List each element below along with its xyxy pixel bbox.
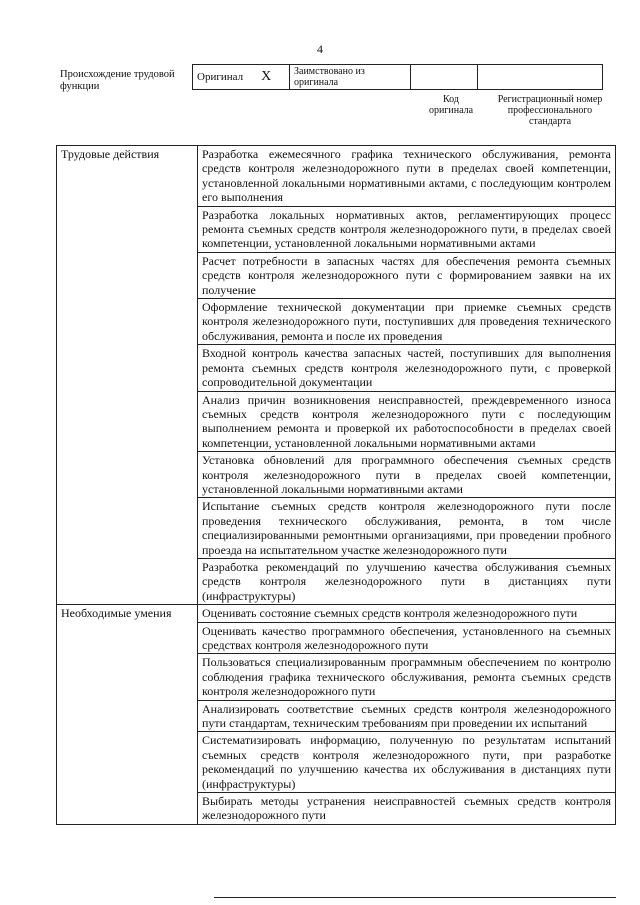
- code-caption: Код оригинала: [428, 94, 474, 116]
- table-row: [57, 605, 616, 622]
- bottom-line: [214, 897, 616, 898]
- list-item: Входной контроль качества запасных частей, поступивших для выполнения ремонта съемных средств контроля железнодорожного пути, с проверкой сопроводительной документации: [198, 345, 616, 391]
- list-item: Расчет потребности в запасных частях для обеспечения ремонта съемных средств контроля железнодорожного пути с формированием заявки на их получение: [198, 252, 616, 298]
- main-table: [56, 145, 616, 825]
- section-title: Необходимые умения: [57, 605, 198, 825]
- list-item: Установка обновлений для программного обеспечения съемных средств контроля железнодорожного пути в пределах своей компетенции, установленной локальными нормативными актами: [198, 452, 616, 498]
- page-number: 4: [317, 42, 323, 56]
- list-item: Систематизировать информацию, полученную по результатам испытаний съемных средств контроля железнодорожного пути, при разработке рекомендаций по улучшению качества их обслуживания в дистанциях пути (инфраструктуры): [198, 732, 616, 793]
- list-item: Оценивать качество программного обеспечения, установленного на съемных средствах контроля железнодорожного пути: [198, 622, 616, 654]
- original-mark: X: [261, 69, 272, 84]
- list-item: Разработка ежемесячного графика технического обслуживания, ремонта средств контроля железнодорожного пути в пределах своей компетенции, установленной локальными нормативными актами, с последующим контролем его выполнения: [198, 146, 616, 207]
- list-item: Пользоваться специализированным программным обеспечением по контролю соблюдения графика технического обслуживания, ремонта съемных средств контроля железнодорожного пути: [198, 654, 616, 700]
- list-item: Оценивать состояние съемных средств контроля железнодорожного пути: [198, 605, 616, 622]
- original-cell: [193, 65, 290, 90]
- list-item: Разработка рекомендаций по улучшению качества обслуживания съемных средств контроля железнодорожного пути в дистанциях пути (инфраструктуры): [198, 558, 616, 604]
- original-label: Оригинал: [197, 71, 244, 83]
- list-item: Оформление технической документации при приемке съемных средств контроля железнодорожного пути, поступивших для проведения технического обслуживания, ремонта и после их проведения: [198, 299, 616, 345]
- list-item: Анализировать соответствие съемных средств контроля железнодорожного пути стандартам, техническим требованиям при проведении их испытаний: [198, 700, 616, 732]
- list-item: Испытание съемных средств контроля железнодорожного пути после проведения технического обслуживания, ремонта, в том числе специализированными ремонтными организациями, при проведении пробного проезда на испытательном участке железнодорожного пути: [198, 498, 616, 559]
- table-row: [57, 146, 616, 207]
- section-title: Трудовые действия: [57, 146, 198, 605]
- reg-number-caption: Регистрационный номер профессионального стандарта: [497, 94, 603, 127]
- list-item: Анализ причин возникновения неисправностей, преждевременного износа съемных средств контроля железнодорожного пути с последующим выполнением ремонта и проверкой их работоспособности в пределах своей компетенции, установленной локальными нормативными актами: [198, 391, 616, 452]
- reg-number-cell: [478, 65, 603, 90]
- origin-label: Происхождение трудовой функции: [60, 69, 175, 92]
- borrowed-label: Заимствовано из оригинала: [294, 66, 365, 88]
- list-item: Выбирать методы устранения неисправностей съемных средств контроля железнодорожного пути: [198, 793, 616, 825]
- code-cell: [411, 65, 478, 90]
- origin-table: [192, 64, 603, 90]
- list-item: Разработка локальных нормативных актов, регламентирующих процесс ремонта съемных средств контроля железнодорожного пути, в пределах своей компетенции, установленной локальными нормативными актами: [198, 206, 616, 252]
- borrowed-cell: [290, 65, 411, 90]
